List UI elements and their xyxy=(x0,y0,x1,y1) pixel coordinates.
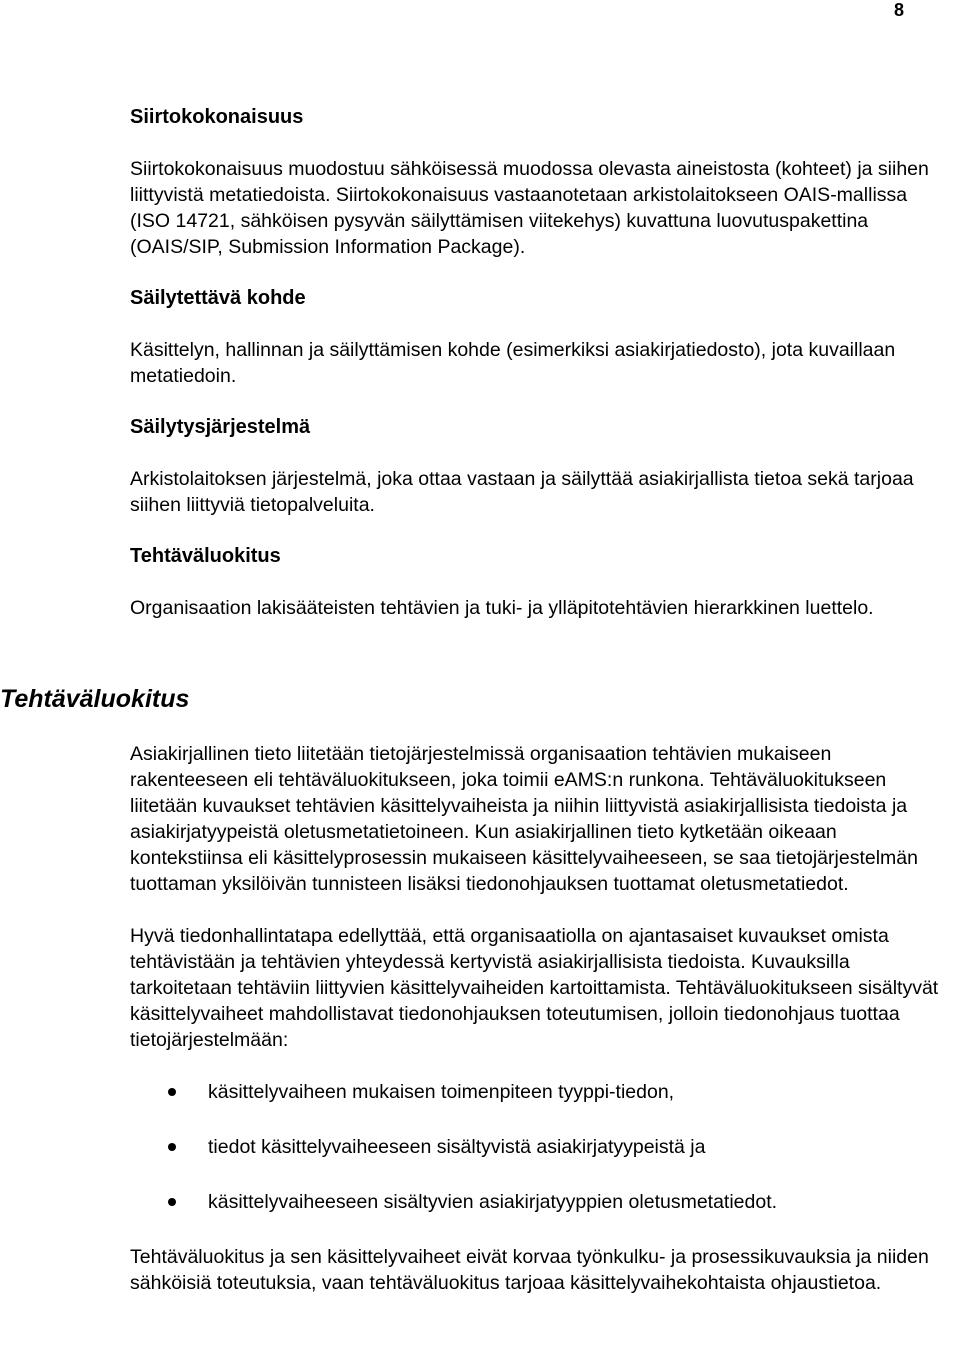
definition-sailytysjarjestelma xyxy=(130,414,942,518)
list-item xyxy=(130,1079,942,1105)
body-paragraph-1: Asiakirjallinen tieto liitetään tietojärjestelmissä organisaation tehtävien mukaiseen rakenteeseen eli tehtäväluokitukseen, joka toimii eAMS:n runkona. Tehtäväluokitukseen liitetään kuvaukset tehtävien käsittelyvaiheista ja niihin liittyvistä asiakirjallisista tiedoista ja asiakirjatyypeistä oletusmetatietoineen. Kun asiakirjallinen tieto kytketään oikeaan kontekstiinsa eli käsittelyprosessin mukaiseen käsittelyvaiheeseen, se saa tietojärjestelmän tuottaman yksilöivän tunnisteen lisäksi tiedonohjauksen tuottamat oletusmetatiedot. xyxy=(130,743,918,895)
page-number: 8 xyxy=(894,0,905,20)
bullet-icon xyxy=(168,1198,176,1206)
body-paragraph-2: Hyvä tiedonhallintatapa edellyttää, että organisaatiolla on ajantasaiset kuvaukset omista tehtävistään ja tehtävien yhteydessä kertyvistä asiakirjallisista tiedoista. Kuvauksilla tarkoitetaan tehtäviin liittyvien käsittelyvaiheiden kartoittamista. Tehtäväluokitukseen sisältyvät käsittelyvaiheet mahdollistavat tiedonohjauksen toteutumisen, jolloin tiedonohjaus tuottaa tietojärjestelmään: xyxy=(130,925,939,1051)
definition-heading: Siirtokokonaisuus xyxy=(130,106,304,128)
definition-tehtavaluokitus xyxy=(130,543,942,621)
list-item-text: käsittelyvaiheeseen sisältyvien asiakirjatyyppien oletusmetatiedot. xyxy=(208,1191,778,1213)
list-item-text: käsittelyvaiheen mukaisen toimenpiteen tyyppi-tiedon, xyxy=(208,1081,675,1103)
definition-heading: Tehtäväluokitus xyxy=(130,545,281,567)
definition-text: Arkistolaitoksen järjestelmä, joka ottaa vastaan ja säilyttää asiakirjallista tietoa sekä tarjoaa siihen liittyviä tietopalveluita. xyxy=(130,468,914,516)
bullet-list xyxy=(130,1079,942,1215)
chapter-heading: Tehtäväluokitus xyxy=(0,685,190,713)
definition-heading: Säilytettävä kohde xyxy=(130,287,306,309)
definition-text: Siirtokokonaisuus muodostuu sähköisessä muodossa olevasta aineistosta (kohteet) ja siihen liittyvistä metatiedoista. Siirtokokonaisuus vastaanotetaan arkistolaitokseen OAIS-mallissa (ISO 14721, sähköisen pysyvän säilyttämisen viitekehys) kuvattuna luovutuspakettina (OAIS/SIP, Submission Information Package). xyxy=(130,158,929,258)
list-item xyxy=(130,1189,942,1215)
definition-siirtokokonaisuus xyxy=(130,104,942,260)
list-item-text: tiedot käsittelyvaiheeseen sisältyvistä asiakirjatyypeistä ja xyxy=(208,1136,706,1158)
bullet-icon xyxy=(168,1088,176,1096)
chapter-body xyxy=(130,741,942,1322)
list-item xyxy=(130,1134,942,1160)
definition-heading: Säilytysjärjestelmä xyxy=(130,416,311,438)
definition-sailytettava-kohde xyxy=(130,285,942,389)
body-paragraph-3: Tehtäväluokitus ja sen käsittelyvaiheet eivät korvaa työnkulku- ja prosessikuvauksia ja niiden sähköisiä toteutuksia, vaan tehtäväluokitus tarjoaa käsittelyvaihekohtaista ohjaustietoa. xyxy=(130,1246,929,1294)
definitions-list xyxy=(130,104,942,646)
bullet-icon xyxy=(168,1143,176,1151)
definition-text: Organisaation lakisääteisten tehtävien ja tuki- ja ylläpitotehtävien hierarkkinen luettelo. xyxy=(130,597,874,619)
definition-text: Käsittelyn, hallinnan ja säilyttämisen kohde (esimerkiksi asiakirjatiedosto), jota kuvaillaan metatiedoin. xyxy=(130,339,896,387)
